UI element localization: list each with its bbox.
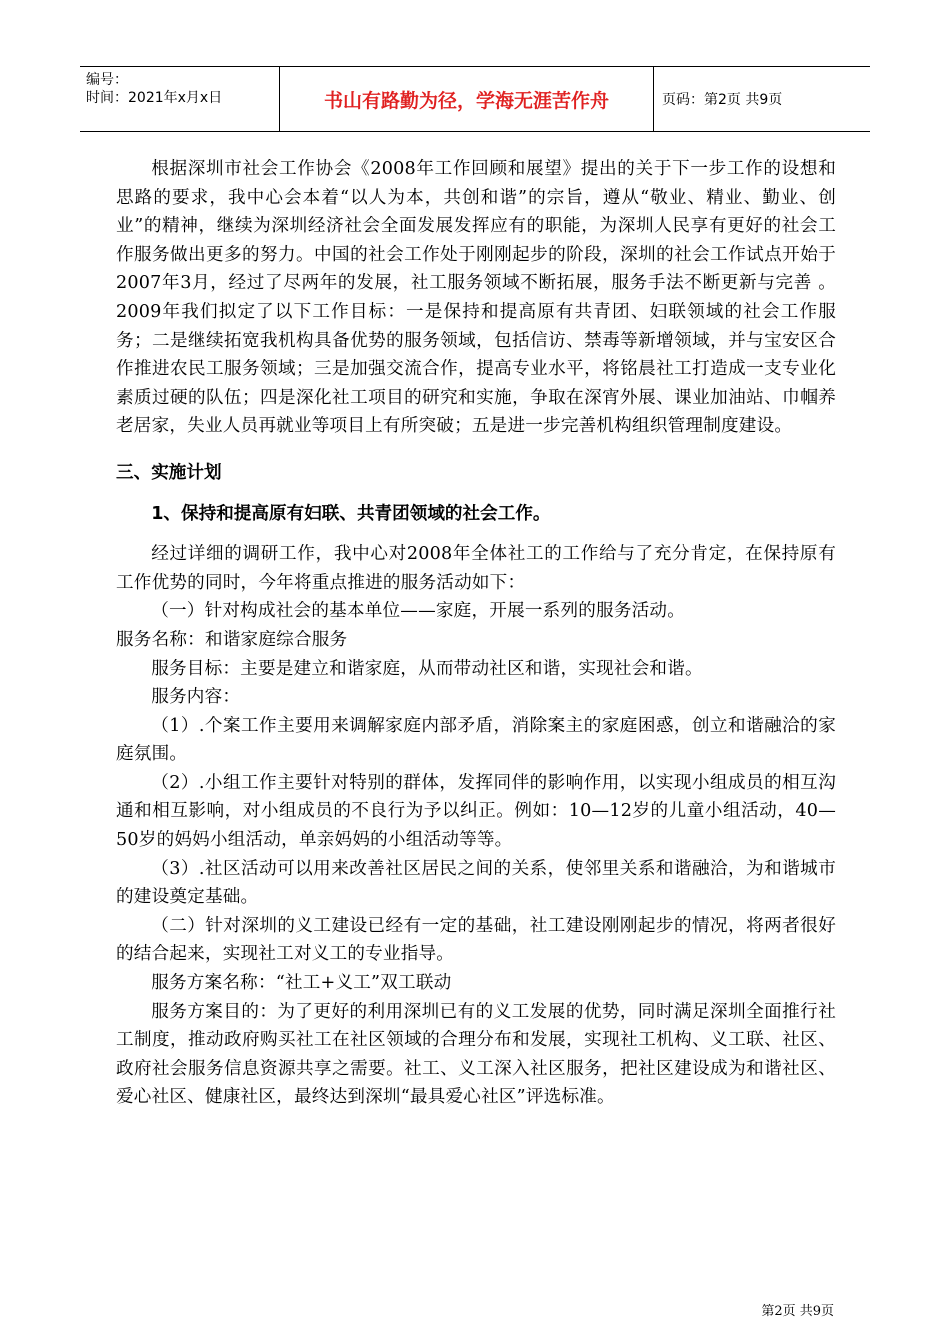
header-date-label: 时间：2021年x月x日 [86,90,223,106]
header-motto-cell [280,67,654,131]
header-number-label: 编号： [86,72,128,88]
paragraph-plan-purpose: 服务方案目的：为了更好的利用深圳已有的义工发展的优势，同时满足深圳全面推行社工制度，推动政府购买社工在社区领域的合理分布和发展，实现社工机构、义工联、社区、政府社会服务信息资源共享之需要。社工、义工深入社区服务，把社区建设成为和谐社区、爱心社区、健康社区，最终达到深圳“最具爱心社区”评选标准。 [116,1001,836,1108]
page-header [80,66,870,132]
header-page-label: 页码：第2页 共9页 [662,92,783,108]
paragraph-intro: 根据深圳市社会工作协会《2008年工作回顾和展望》提出的关于下一步工作的设想和思路的要求，我中心会本着“以人为本，共创和谐”的宗旨，遵从“敬业、精业、勤业、创业”的精神，继续为深圳经济社会全面发展发挥应有的职能，为深圳人民享有更好的社会工作服务做出更多的努力。中国的社会工作处于刚刚起步的阶段，深圳的社会工作试点开始于2007年3月，经过了尽两年的发展，社工服务领域不断拓展，服务手法不断更新与完善 。2009年我们拟定了以下工作目标：一是保持和提高原有共青团、妇联领域的社会工作服务；二是继续拓宽我机构具备优势的服务领域，包括信访、禁毒等新增领域，并与宝安区合作推进农民工服务领域；三是加强交流合作，提高专业水平，将铭晨社工打造成一支专业化素质过硬的队伍；四是深化社工项目的研究和实施，争取在深宵外展、课业加油站、巾帼养老居家，失业人员再就业等项目上有所突破；五是进一步完善机构组织管理制度建设。 [116,159,836,437]
paragraph-case-work: （1）.个案工作主要用来调解家庭内部矛盾，消除案主的家庭困惑，创立和谐融洽的家庭氛围。 [116,715,836,765]
paragraph-plan-name: 服务方案名称：“社工+义工”双工联动 [151,973,452,994]
section-heading: 三、实施计划 [116,462,222,483]
paragraph-item-one: （一）针对构成社会的基本单位——家庭，开展一系列的服务活动。 [151,601,686,622]
document-body [116,155,836,1112]
paragraph-item-two: （二）针对深圳的义工建设已经有一定的基础，社工建设刚刚起步的情况，将两者很好的结合起来，实现社工对义工的专业指导。 [116,915,836,965]
paragraph-service-goal: 服务目标：主要是建立和谐家庭，从而带动社区和谐，实现社会和谐。 [151,658,703,679]
paragraph-service-content: 服务内容： [151,687,241,708]
header-motto: 书山有路勤为径，学海无涯苦作舟 [323,89,609,112]
paragraph-research: 经过详细的调研工作，我中心对2008年全体社工的工作给与了充分肯定，在保持原有工作优势的同时，今年将重点推进的服务活动如下： [116,544,836,593]
paragraph-service-name: 服务名称：和谐家庭综合服务 [116,629,348,650]
page-footer: 第2页 共9页 [761,1304,834,1319]
paragraph-group-work: （2）.小组工作主要针对特别的群体，发挥同伴的影响作用，以实现小组成员的相互沟通和相互影响，对小组成员的不良行为予以纠正。例如：10—12岁的儿童小组活动，40—50岁的妈妈小组活动，单亲妈妈的小组活动等等。 [116,772,836,851]
paragraph-community-activity: （3）.社区活动可以用来改善社区居民之间的关系，使邻里关系和谐融洽，为和谐城市的建设奠定基础。 [116,858,836,908]
subsection-heading: 1、保持和提高原有妇联、共青团领域的社会工作。 [151,503,551,524]
header-meta [80,67,280,131]
